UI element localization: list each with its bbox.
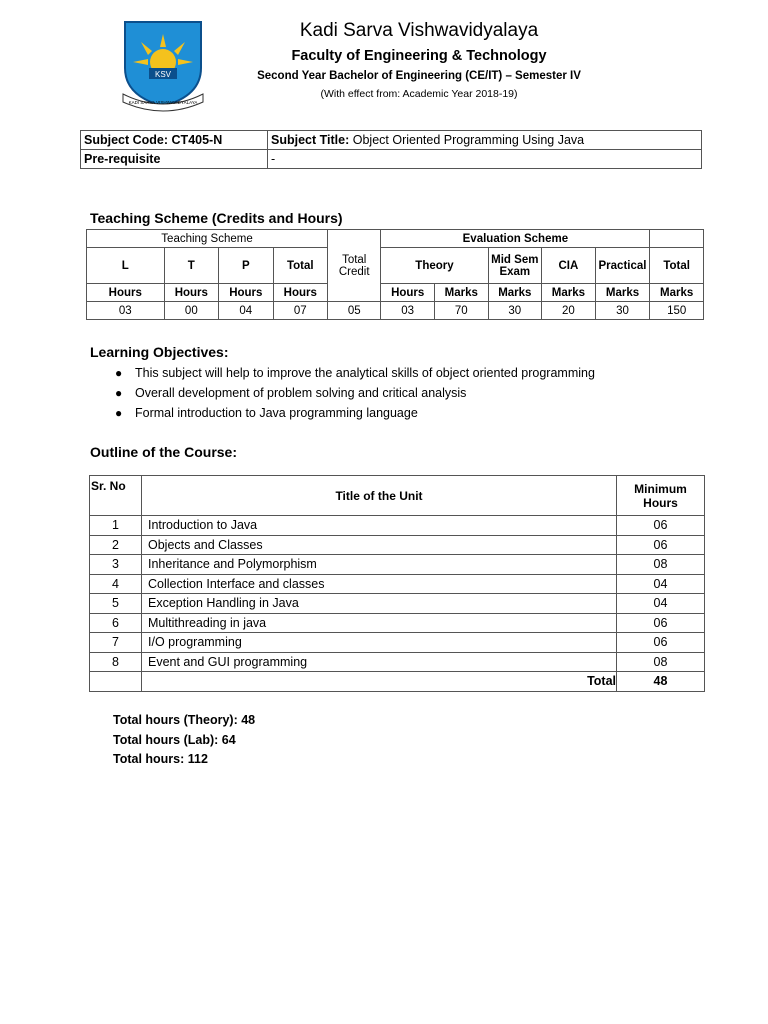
logo-ribbon-text: KADI SARVA VISHWAVIDYALAYA [128, 100, 198, 105]
col-hours-header: Minimum Hours [617, 476, 705, 516]
total-credit-header: Total Credit [328, 230, 381, 302]
subject-code-value: CT405-N [171, 133, 223, 147]
unit-p: Hours [219, 284, 273, 302]
table-row [90, 555, 705, 575]
unit-total-marks: Marks [650, 284, 704, 302]
objective-text: Overall development of problem solving and critical analysis [135, 386, 467, 400]
unit-t: Hours [164, 284, 218, 302]
objective-text: This subject will help to improve the analytical skills of object oriented programming [135, 366, 595, 380]
unit-total: Hours [273, 284, 327, 302]
row-srno: 7 [90, 633, 142, 653]
col-l: L [87, 248, 165, 284]
unit-l: Hours [87, 284, 165, 302]
table-row [90, 633, 705, 653]
subject-title-label: Subject Title: [271, 133, 350, 147]
val-total: 07 [273, 302, 327, 320]
row-srno: 6 [90, 613, 142, 633]
col-practical: Practical [595, 248, 650, 284]
val-theory-marks: 70 [434, 302, 488, 320]
unit-cia: Marks [542, 284, 596, 302]
val-practical: 30 [595, 302, 650, 320]
bullet-icon: ● [115, 366, 123, 380]
outline-table [89, 475, 705, 692]
total-hours-summary [113, 711, 255, 770]
prereq-label-cell [81, 150, 268, 169]
val-l: 03 [87, 302, 165, 320]
table-row [90, 574, 705, 594]
row-srno: 3 [90, 555, 142, 575]
col-mid-sem: Mid Sem Exam [488, 248, 542, 284]
row-title: Exception Handling in Java [142, 594, 617, 614]
bullet-icon: ● [115, 386, 123, 400]
row-hours: 04 [617, 594, 705, 614]
teaching-scheme-label: Teaching Scheme [87, 230, 328, 248]
subject-row [81, 131, 702, 150]
col-srno-header: Sr. No [90, 476, 142, 516]
row-title: Inheritance and Polymorphism [142, 555, 617, 575]
col-cia: CIA [542, 248, 596, 284]
empty-header-cell [650, 230, 704, 248]
total-hours-all: Total hours: 112 [113, 752, 208, 766]
row-srno: 1 [90, 516, 142, 536]
val-theory-hours: 03 [381, 302, 435, 320]
objective-text: Formal introduction to Java programming language [135, 406, 418, 420]
total-label: Total [142, 672, 617, 692]
total-empty-cell [90, 672, 142, 692]
col-t: T [164, 248, 218, 284]
subject-title-cell [268, 131, 702, 150]
prereq-row [81, 150, 702, 169]
row-title: Objects and Classes [142, 535, 617, 555]
row-title: Introduction to Java [142, 516, 617, 536]
total-value: 48 [617, 672, 705, 692]
table-row [90, 594, 705, 614]
col-total-marks: Total [650, 248, 704, 284]
teaching-scheme-heading: Teaching Scheme (Credits and Hours) [90, 210, 343, 226]
unit-practical: Marks [595, 284, 650, 302]
row-title: Multithreading in java [142, 613, 617, 633]
outline-header-row [90, 476, 705, 516]
col-total: Total [273, 248, 327, 284]
learning-objectives-heading: Learning Objectives: [90, 344, 229, 360]
val-credit: 05 [328, 302, 381, 320]
col-title-header: Title of the Unit [142, 476, 617, 516]
unit-theory-marks: Marks [434, 284, 488, 302]
list-item [115, 364, 595, 384]
col-p: P [219, 248, 273, 284]
table-row [90, 535, 705, 555]
list-item [115, 404, 595, 424]
total-hours-lab: Total hours (Lab): 64 [113, 732, 236, 747]
learning-objectives-list [115, 364, 595, 424]
outline-heading: Outline of the Course: [90, 444, 237, 460]
val-p: 04 [219, 302, 273, 320]
row-srno: 4 [90, 574, 142, 594]
unit-theory-hours: Hours [381, 284, 435, 302]
total-hours-theory: Total hours (Theory): 48 [113, 713, 256, 727]
semester-line: Second Year Bachelor of Engineering (CE/IT) – Semester IV [257, 70, 581, 82]
subject-code-label: Subject Code: [84, 133, 169, 147]
logo-abbr: KSV [154, 70, 172, 79]
prereq-label: Pre-requisite [84, 152, 161, 166]
subject-title-value: Object Oriented Programming Using Java [352, 133, 585, 147]
row-hours: 06 [617, 535, 705, 555]
row-srno: 2 [90, 535, 142, 555]
total-row [90, 672, 705, 692]
val-t: 00 [164, 302, 218, 320]
table-row [90, 652, 705, 672]
table-row [90, 613, 705, 633]
row-title: I/O programming [142, 633, 617, 653]
row-srno: 8 [90, 652, 142, 672]
row-srno: 5 [90, 594, 142, 614]
row-hours: 06 [617, 633, 705, 653]
subject-table [80, 130, 702, 169]
row-title: Event and GUI programming [142, 652, 617, 672]
university-name: Kadi Sarva Vishwavidyalaya [299, 20, 539, 41]
val-cia: 20 [542, 302, 596, 320]
row-title: Collection Interface and classes [142, 574, 617, 594]
bullet-icon: ● [115, 406, 123, 420]
row-hours: 06 [617, 516, 705, 536]
val-total-marks: 150 [650, 302, 704, 320]
unit-mid-sem: Marks [488, 284, 542, 302]
list-item [115, 384, 595, 404]
row-hours: 08 [617, 652, 705, 672]
evaluation-scheme-label: Evaluation Scheme [381, 230, 650, 248]
table-row [90, 516, 705, 536]
col-theory: Theory [381, 248, 488, 284]
row-hours: 08 [617, 555, 705, 575]
row-hours: 04 [617, 574, 705, 594]
subject-code-cell [81, 131, 268, 150]
effect-line: (With effect from: Academic Year 2018-19) [320, 88, 518, 100]
teaching-scheme-table [86, 229, 704, 320]
val-mid-sem: 30 [488, 302, 542, 320]
prereq-value: - [268, 150, 702, 169]
row-hours: 06 [617, 613, 705, 633]
faculty-name: Faculty of Engineering & Technology [291, 48, 547, 64]
